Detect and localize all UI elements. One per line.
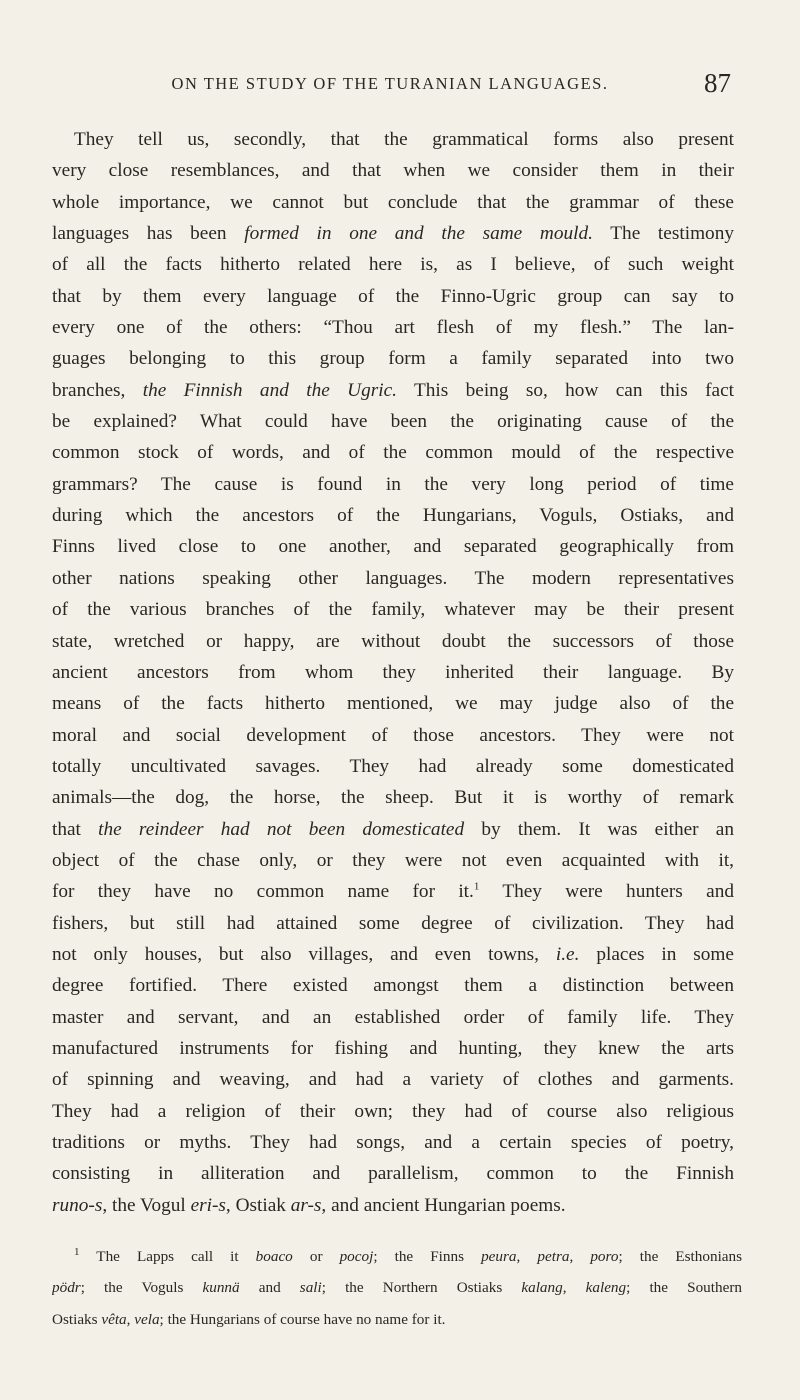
text-line	[52, 908, 734, 939]
text-run: fishers, but still had attained some degree of civilization. They had	[52, 912, 734, 934]
text-run: , and ancient Hungarian poems.	[321, 1194, 566, 1216]
italic-text: pödr	[52, 1279, 81, 1297]
text-line	[52, 124, 734, 155]
text-run: languages has been	[52, 223, 245, 245]
text-line	[52, 563, 734, 594]
text-line	[52, 343, 734, 374]
footnote-line	[52, 1309, 742, 1330]
text-line	[52, 469, 734, 500]
text-run: ; the Finns	[373, 1248, 482, 1265]
text-run: state, wretched or happy, are without doubt the successors of those	[52, 630, 734, 652]
text-run: grammars? The cause is found in the very long period of time	[52, 473, 734, 495]
text-run: ,	[126, 1310, 135, 1328]
text-line	[52, 657, 734, 688]
text-run: means of the facts hitherto mentioned, we may judge also of the	[52, 693, 734, 715]
text-line	[52, 1033, 734, 1064]
text-line	[52, 939, 734, 970]
text-run: ancient ancestors from whom they inherited their language. By	[52, 661, 734, 683]
text-line	[52, 1002, 734, 1033]
body-paragraph	[52, 124, 734, 1221]
italic-text: runo-s	[52, 1194, 103, 1216]
text-line	[52, 155, 734, 186]
italic-text: kunnä	[202, 1279, 240, 1297]
footnote-line	[52, 1246, 742, 1277]
footnote	[52, 1246, 742, 1330]
text-line	[52, 1158, 734, 1189]
text-run: ,	[569, 1248, 591, 1265]
page-number: 87	[704, 68, 731, 98]
text-run: every one of the others: “Thou art flesh of my flesh.” The lan-	[52, 317, 734, 339]
text-run: by them. It was either an	[464, 818, 734, 840]
text-line	[52, 876, 734, 907]
text-run: They had a religion of their own; they had of course also religious	[52, 1100, 734, 1122]
text-line	[52, 218, 734, 249]
text-run: ; the Voguls	[80, 1279, 203, 1297]
text-line	[52, 626, 734, 657]
italic-text: i.e.	[555, 943, 580, 965]
text-line	[52, 1127, 734, 1158]
text-run: manufactured instruments for fishing and hunting, they knew the arts	[52, 1037, 734, 1059]
text-run: The testimony	[592, 223, 734, 245]
italic-text: peura	[481, 1248, 517, 1265]
text-run: guages belonging to this group form a family separated into two	[52, 348, 734, 370]
text-run: that	[52, 818, 99, 840]
italic-text: vela	[134, 1310, 160, 1328]
text-line	[52, 406, 734, 437]
text-line	[52, 970, 734, 1001]
running-title: ON THE STUDY OF THE TURANIAN LANGUAGES.	[171, 74, 609, 93]
italic-text: eri-s	[190, 1194, 226, 1216]
text-run: totally uncultivated savages. They had already some domesticated	[52, 755, 734, 777]
text-run: , the Vogul	[102, 1194, 191, 1216]
text-run: that by them every language of the Finno-Ugric group can say to	[52, 285, 734, 307]
text-line	[52, 500, 734, 531]
italic-text: boaco	[255, 1248, 293, 1265]
text-run: They tell us, secondly, that the grammatical forms also present	[74, 129, 734, 150]
italic-text: sali	[299, 1279, 322, 1297]
italic-text: the Finnish and the Ugric.	[142, 379, 397, 401]
text-run: be explained? What could have been the originating cause of the	[52, 411, 734, 433]
text-run: object of the chase only, or they were not even acquainted with it,	[52, 849, 734, 871]
text-run: and	[239, 1279, 300, 1297]
text-run: moral and social development of those ancestors. They were not	[52, 724, 734, 746]
text-line	[52, 814, 734, 845]
text-run: animals—the dog, the horse, the sheep. But it is worthy of remark	[52, 787, 734, 809]
italic-text: formed in one and the same mould.	[244, 223, 593, 245]
text-run: common stock of words, and of the common mould of the respective	[52, 442, 734, 464]
text-line	[52, 187, 734, 218]
text-run: This being so, how can this fact	[396, 379, 734, 401]
italic-text: kalang	[521, 1279, 563, 1297]
italic-text: pocoj	[339, 1248, 374, 1265]
italic-text: vêta	[101, 1310, 127, 1328]
text-run: ; the Hungarians of course have no name for it.	[159, 1310, 446, 1328]
text-run: or	[292, 1248, 340, 1265]
text-run: traditions or myths. They had songs, and a certain species of poetry,	[52, 1132, 734, 1153]
text-run: during which the ancestors of the Hungarians, Voguls, Ostiaks, and	[52, 505, 734, 527]
text-line	[52, 720, 734, 751]
italic-text: ar-s	[290, 1194, 322, 1216]
text-run: master and servant, and an established order of family life. They	[52, 1006, 734, 1028]
text-run: ; the Esthonians	[618, 1248, 742, 1265]
text-run: ; the Southern	[626, 1279, 742, 1297]
text-line	[52, 1096, 734, 1127]
text-line	[52, 845, 734, 876]
text-run: ; the Northern Ostiaks	[321, 1279, 522, 1297]
text-run: of spinning and weaving, and had a variety of clothes and garments.	[52, 1069, 734, 1091]
text-line	[52, 281, 734, 312]
text-run: ,	[516, 1248, 538, 1265]
text-line	[52, 594, 734, 625]
italic-text: kaleng	[585, 1279, 627, 1297]
text-run: The Lapps call it	[79, 1248, 256, 1265]
text-line	[52, 1064, 734, 1095]
text-line	[52, 688, 734, 719]
text-line	[52, 1190, 734, 1221]
text-line	[52, 531, 734, 562]
italic-text: poro	[590, 1248, 619, 1265]
text-line	[52, 375, 734, 406]
text-run: other nations speaking other languages. The modern representatives	[52, 567, 734, 589]
text-run: of the various branches of the family, whatever may be their present	[52, 599, 734, 621]
text-line	[52, 437, 734, 468]
text-run: places in some	[579, 943, 734, 965]
text-run: , Ostiak	[225, 1194, 291, 1216]
text-line	[52, 782, 734, 813]
text-run: branches,	[52, 379, 143, 401]
footnote-line	[52, 1277, 742, 1308]
footnote-marker: 1	[473, 880, 480, 893]
text-run: ,	[562, 1279, 586, 1297]
text-run: Ostiaks	[52, 1310, 102, 1328]
footnote-marker: 1	[74, 1246, 80, 1258]
text-run: for they have no common name for it.	[52, 881, 474, 903]
text-run: consisting in alliteration and parallelism, common to the Finnish	[52, 1163, 734, 1185]
text-line	[52, 312, 734, 343]
text-line	[52, 751, 734, 782]
text-run: not only houses, but also villages, and even towns,	[52, 943, 556, 965]
italic-text: petra	[537, 1248, 570, 1265]
text-run: degree fortified. There existed amongst them a distinction between	[52, 975, 734, 997]
text-run: whole importance, we cannot but conclude that the grammar of these	[52, 191, 734, 213]
text-run: of all the facts hitherto related here is, as I believe, of such weight	[52, 254, 734, 276]
italic-text: the reindeer had not been domesticated	[98, 818, 465, 840]
text-line	[52, 249, 734, 280]
text-run: very close resemblances, and that when we consider them in their	[52, 160, 734, 182]
text-run: Finns lived close to one another, and separated geographically from	[52, 536, 734, 558]
text-run: They were hunters and	[479, 881, 734, 903]
